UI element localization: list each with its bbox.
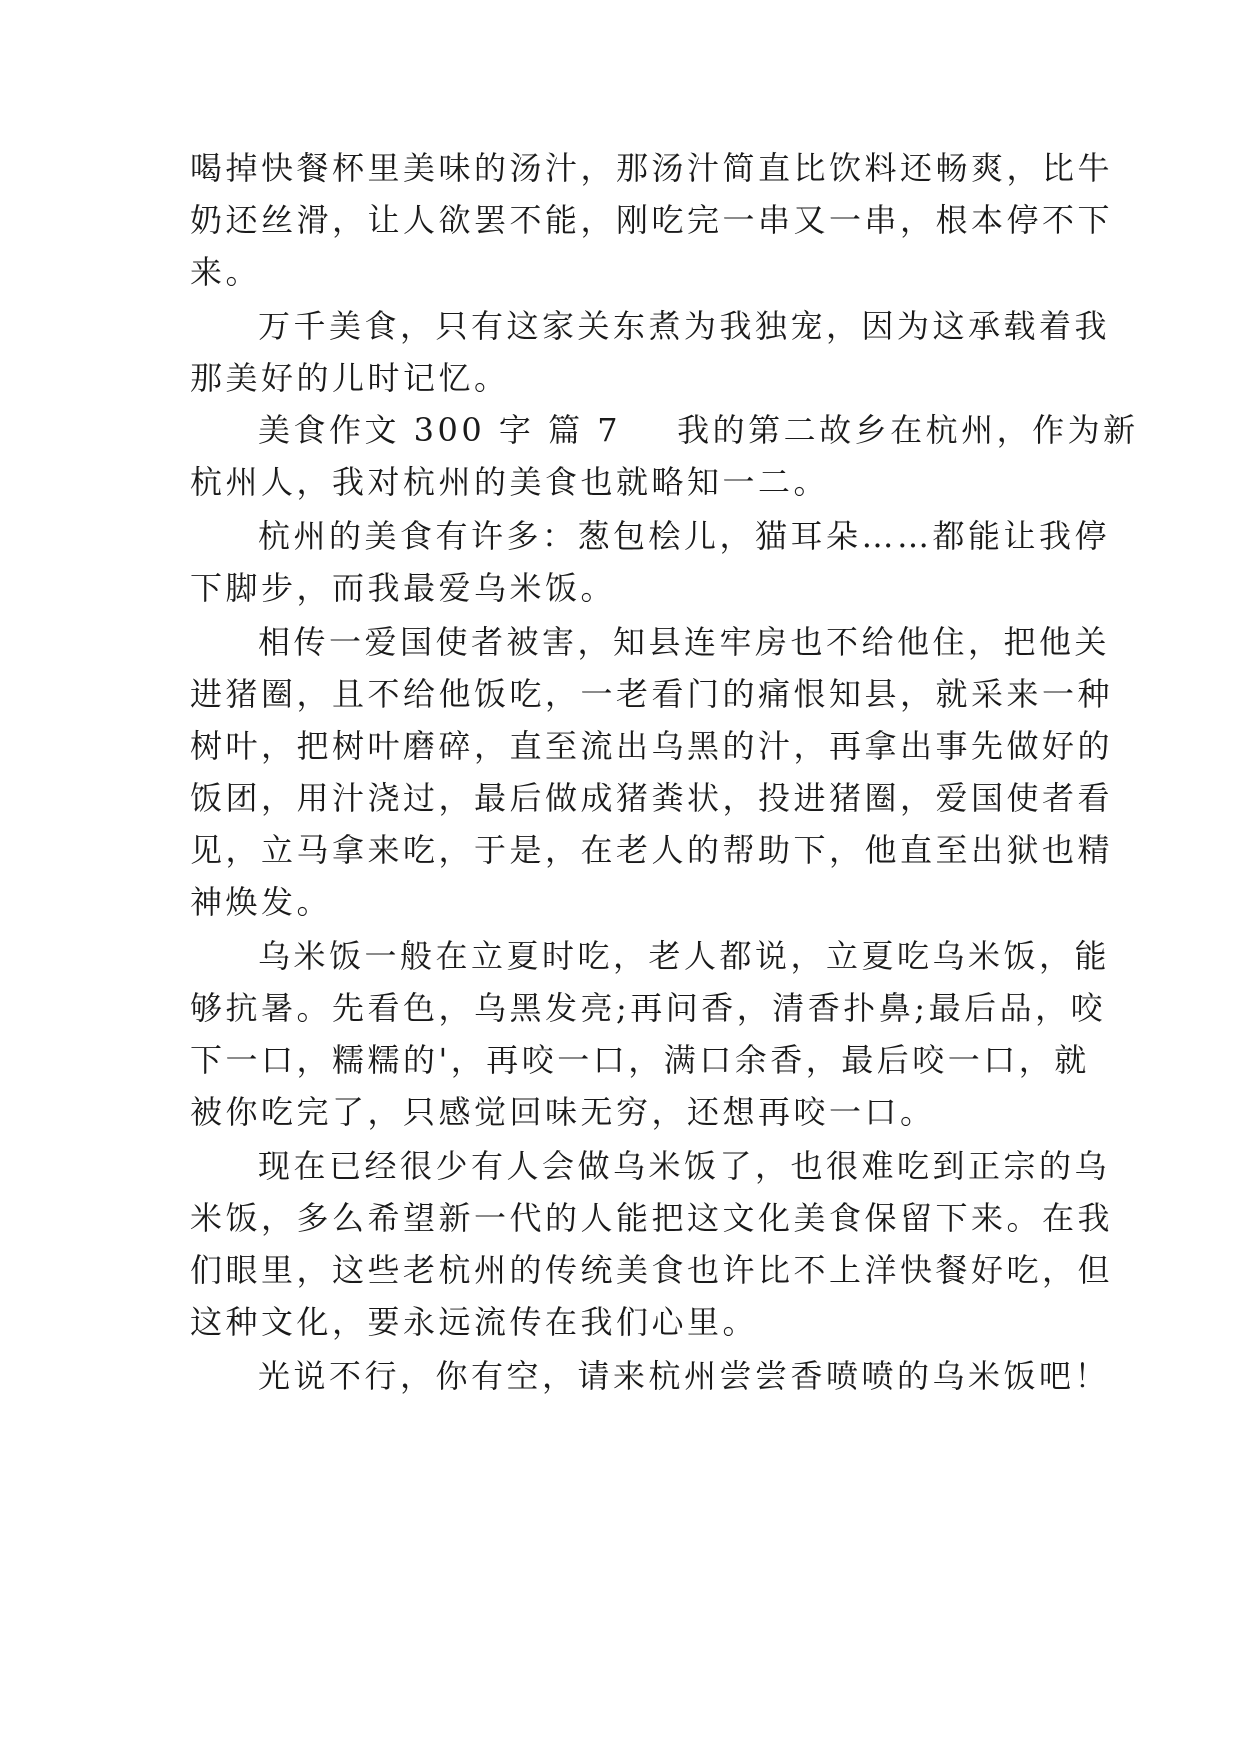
body-line: 奶还丝滑，让人欲罢不能，刚吃完一串又一串，根本停不下 <box>190 201 1114 239</box>
body-line: 被你吃完了，只感觉回味无穷，还想再咬一口。 <box>190 1093 936 1131</box>
body-line: 神焕发。 <box>190 883 333 921</box>
body-line: 光说不行，你有空，请来杭州尝尝香喷喷的乌米饭吧！ <box>258 1357 1111 1395</box>
section-heading: 美食作文 300 字 篇 7 <box>258 411 622 449</box>
body-line: 我的第二故乡在杭州，作为新 <box>677 411 1139 449</box>
section-heading-line <box>258 410 1139 450</box>
body-line: 乌米饭一般在立夏时吃，老人都说，立夏吃乌米饭，能 <box>258 937 1111 975</box>
body-line: 杭州人，我对杭州的美食也就略知一二。 <box>190 463 830 501</box>
body-line: 见，立马拿来吃，于是，在老人的帮助下，他直至出狱也精 <box>190 831 1114 869</box>
body-line: 万千美食，只有这家关东煮为我独宠，因为这承载着我 <box>258 307 1111 345</box>
body-line: 饭团，用汁浇过，最后做成猪粪状，投进猪圈，爱国使者看 <box>190 779 1114 817</box>
body-line: 来。 <box>190 253 262 291</box>
body-line: 够抗暑。先看色，乌黑发亮;再问香，清香扑鼻;最后品，咬 <box>190 989 1107 1027</box>
body-line: 现在已经很少有人会做乌米饭了，也很难吃到正宗的乌 <box>258 1147 1111 1185</box>
body-line: 树叶，把树叶磨碎，直至流出乌黑的汁，再拿出事先做好的 <box>190 727 1114 765</box>
body-line: 喝掉快餐杯里美味的汤汁，那汤汁简直比饮料还畅爽，比牛 <box>190 149 1114 187</box>
body-line: 杭州的美食有许多：葱包桧儿，猫耳朵……都能让我停 <box>258 517 1111 555</box>
body-line: 相传一爱国使者被害，知县连牢房也不给他住，把他关 <box>258 623 1111 661</box>
body-line: 这种文化，要永远流传在我们心里。 <box>190 1303 759 1341</box>
body-line: 进猪圈，且不给他饭吃，一老看门的痛恨知县，就采来一种 <box>190 675 1114 713</box>
body-line: 下一口，糯糯的'，再咬一口，满口余香，最后咬一口，就 <box>190 1041 1090 1079</box>
body-line: 们眼里，这些老杭州的传统美食也许比不上洋快餐好吃，但 <box>190 1251 1114 1289</box>
body-line: 下脚步，而我最爱乌米饭。 <box>190 569 617 607</box>
body-line: 米饭，多么希望新一代的人能把这文化美食保留下来。在我 <box>190 1199 1114 1237</box>
body-line: 那美好的儿时记忆。 <box>190 359 510 397</box>
